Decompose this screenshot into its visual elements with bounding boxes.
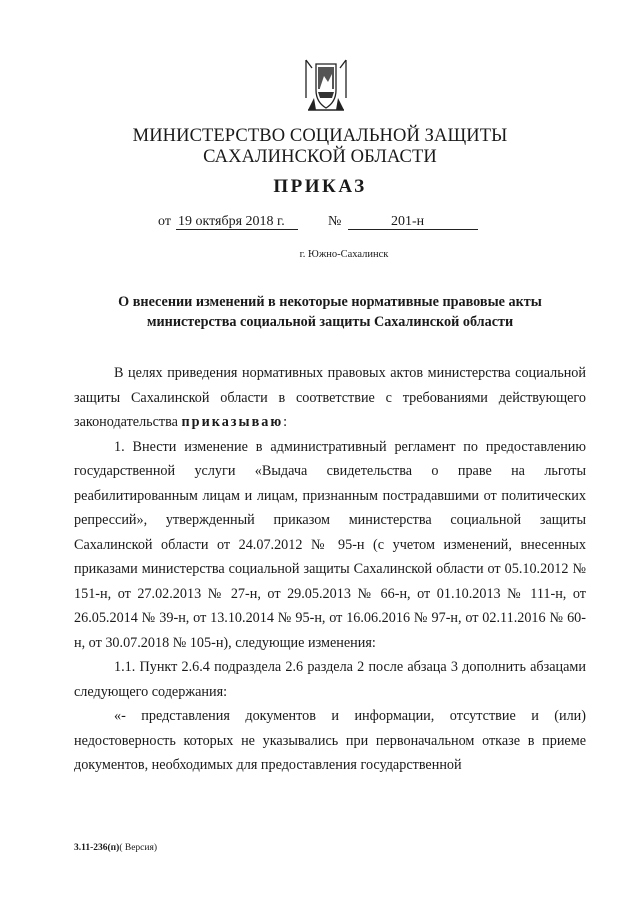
quote-paragraph: «- представления документов и информации, отсутствие и (или) недостоверность которых не указывались при первоначальном отказе в приеме документов, необходимых для предоставления государственной [74, 708, 586, 773]
footer-code: 3.11-236(п) [74, 843, 120, 853]
number-underline [348, 229, 478, 230]
coat-of-arms-emblem [302, 58, 350, 114]
intro-paragraph [74, 361, 586, 435]
document-type-title: ПРИКАЗ [273, 176, 367, 197]
ministry-name-line2: САХАЛИНСКОЙ ОБЛАСТИ [203, 147, 437, 167]
date-underline [176, 229, 298, 230]
date-label: от [158, 214, 171, 229]
item-1-1-paragraph: 1.1. Пункт 2.6.4 подраздела 2.6 раздела 2 после абзаца 3 дополнить абзацами следующего содержания: [74, 659, 586, 700]
city-name: г. Южно-Сахалинск [299, 249, 389, 260]
document-footer [74, 842, 157, 854]
intro-text: В целях приведения нормативных правовых актов министерства социальной защиты Сахалинской области в соответствие с требованиями действующего законодательства [74, 365, 586, 430]
order-date: 19 октября 2018 г. [178, 214, 285, 229]
heading-line1: О внесении изменений в некоторые нормативные правовые акты [118, 294, 542, 310]
number-label: № [328, 214, 342, 229]
document-body [74, 361, 586, 778]
item-1-paragraph: 1. Внести изменение в административный регламент по предоставлению государственной услуги «Выдача свидетельства о праве на льготы реабилитированным лицам и лицам, признанным пострадавшими от политических репрессий», утвержденный приказом министерства социальной защиты Сахалинской области от 24.07.2012 № 95-н (с учетом изменений, внесенных приказами министерства социальной защиты Сахалинской области от 05.10.2012 № 151-н, от 27.02.2013 № 27-н, от 29.05.2013 № 66-н, от 01.10.2013 № 111-н, от 26.05.2014 № 39-н, от 13.10.2014 № 95-н, от 16.06.2016 № 97-н, от 02.11.2016 № 60-н, от 30.07.2018 № 105-н), следующие изменения: [74, 438, 586, 651]
order-word: приказываю [181, 414, 284, 430]
heading-line2: министерства социальной защиты Сахалинской области [146, 314, 514, 330]
ministry-name-line1: МИНИСТЕРСТВО СОЦИАЛЬНОЙ ЗАЩИТЫ [132, 126, 508, 146]
order-number: 201-н [391, 214, 425, 229]
footer-version: ( Версия) [119, 843, 158, 853]
document-heading [70, 292, 590, 332]
order-colon: : [283, 414, 288, 430]
